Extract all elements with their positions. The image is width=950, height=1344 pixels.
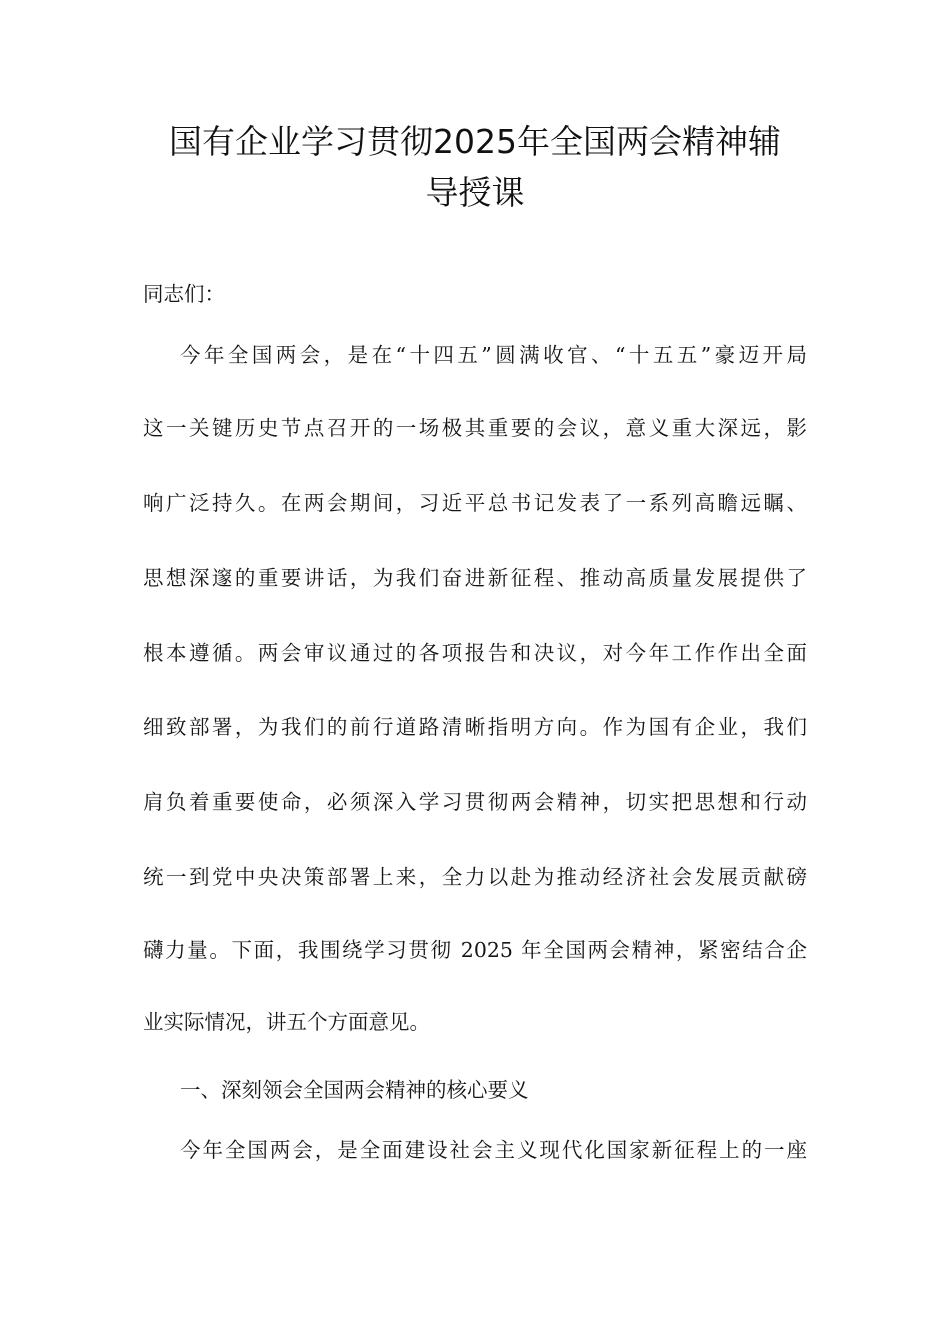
paragraph-1-line: 业实际情况，讲五个方面意见。 — [143, 1010, 430, 1034]
document-title-line-1: 国有企业学习贯彻2025年全国两会精神辅 — [169, 122, 781, 161]
paragraph-1-line: 细致部署，为我们的前行道路清晰指明方向。作为国有企业，我们 — [143, 715, 807, 739]
paragraph-1-line: 肩负着重要使命，必须深入学习贯彻两会精神，切实把思想和行动 — [143, 790, 807, 814]
paragraph-1-line: 这一关键历史节点召开的一场极其重要的会议，意义重大深远，影 — [143, 416, 807, 440]
salutation: 同志们： — [143, 282, 225, 306]
document-title-line-2: 导授课 — [425, 173, 525, 212]
paragraph-1-line: 礴力量。下面，我围绕学习贯彻 2025 年全国两会精神，紧密结合企 — [143, 938, 807, 962]
paragraph-1-line: 统一到党中央决策部署上来，全力以赴为推动经济社会发展贡献磅 — [143, 865, 807, 889]
paragraph-1-line: 今年全国两会，是在“十四五”圆满收官、“十五五”豪迈开局 — [180, 343, 807, 367]
paragraph-1-line: 思想深邃的重要讲话，为我们奋进新征程、推动高质量发展提供了 — [143, 566, 807, 590]
paragraph-1-line: 响广泛持久。在两会期间，习近平总书记发表了一系列高瞻远瞩、 — [143, 491, 807, 515]
paragraph-2-line: 今年全国两会，是全面建设社会主义现代化国家新征程上的一座 — [180, 1138, 807, 1162]
section-1-heading: 一、深刻领会全国两会精神的核心要义 — [180, 1078, 529, 1102]
paragraph-1-line: 根本遵循。两会审议通过的各项报告和决议，对今年工作作出全面 — [143, 641, 807, 665]
